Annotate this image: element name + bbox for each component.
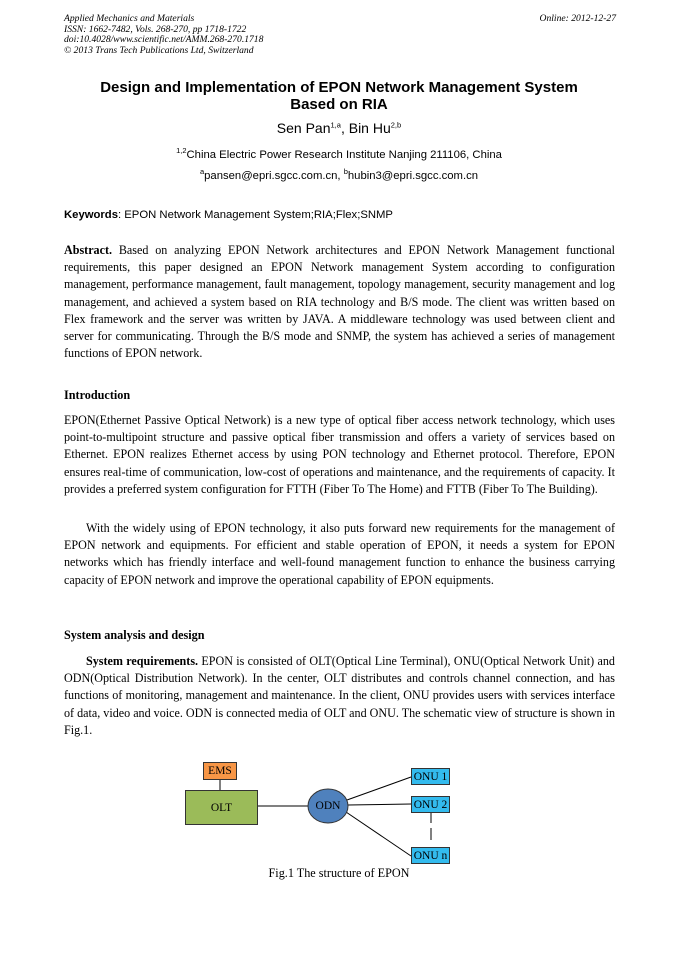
author-2-sup: 2,b (390, 120, 402, 130)
journal-name: Applied Mechanics and Materials (64, 13, 195, 24)
email-a-sup: a (199, 167, 205, 177)
introduction-paragraph-2: With the widely using of EPON technology, it also puts forward new requirements for the management of EPON network and equipments. For efficient and stable operation of EPON, it needs a system for EPON networks which has friendly interface and well-found management function to enhance the business carrying capacity of EPON network and improve the operational capability of EPON equipments. (64, 521, 615, 587)
introduction-heading: Introduction (64, 388, 131, 402)
email-a: pansen@epri.sgcc.com.cn, (204, 170, 344, 182)
odn-onu1-link (347, 777, 411, 800)
doi-line: doi:10.4028/www.scientific.net/AMM.268-270.1718 (64, 34, 264, 46)
onu-1-box: ONU 1 (411, 768, 450, 785)
author-1: Sen Pan (276, 120, 331, 136)
abstract-label: Abstract. (64, 243, 113, 257)
author-2: Bin Hu (348, 120, 391, 136)
introduction-paragraph-1: EPON(Ethernet Passive Optical Network) is a new type of optical fiber access network technology, which uses point-to-multipoint structure and passive optical fiber transmission and offers a variety of services based on Ethernet. EPON realizes Ethernet access by using PON technology and Ethernet protocol. Therefore, EPON ensures real-time of communication, low-cost of operations and maintenance, and the requirements of capacity. It provides a preferred system configuration for FTTH (Fiber To The Home) and FTTB (Fiber To The Building). (64, 413, 615, 496)
onu-n-box: ONU n (411, 847, 450, 864)
system-heading: System analysis and design (64, 628, 205, 642)
online-date: Online: 2012-12-27 (539, 13, 616, 24)
email-b: hubin3@epri.sgcc.com.cn (347, 170, 479, 182)
odn-onun-link (346, 812, 411, 856)
ems-box: EMS (203, 762, 237, 780)
email-b-sup: b (343, 167, 348, 177)
onu-2-box: ONU 2 (411, 796, 450, 813)
figure-caption: Fig.1 The structure of EPON (268, 866, 410, 880)
keywords-text: : EPON Network Management System;RIA;Flex;SNMP (118, 209, 393, 221)
abstract-text: Based on analyzing EPON Network architectures and EPON Network Management functional requirements, this paper designed an EPON Network management System according to configuration management, performance management, fault management, topology management, security management and log management, and achieved a system based on RIA technology and B/S mode. The client was written based on Flex framework and the server was written by JAVA. A middleware technology was used between client and server for communicating. Through the B/S mode and SNMP, the system has achieved a series of management functions of EPON network. (64, 243, 615, 361)
system-requirements-label: System requirements. (86, 654, 199, 668)
affiliation-sup: 1,2 (176, 146, 187, 156)
odn-onu2-link (348, 804, 411, 805)
copyright-line: © 2013 Trans Tech Publications Ltd, Switzerland (64, 44, 254, 56)
system-requirements-text: EPON is consisted of OLT(Optical Line Terminal), ONU(Optical Network Unit) and ODN(Optical Distribution Network). In the center, OLT distributes and controls channel connection, and has functions of monitoring, management and maintenance. In the client, ONU provides users with services interface of data, video and voice. ODN is connected media of OLT and ONU. The schematic view of structure is shown in Fig.1. (64, 654, 615, 737)
author-separator: , (340, 120, 349, 136)
affiliation-text: China Electric Power Research Institute Nanjing 211106, China (186, 149, 502, 161)
odn-label: ODN (315, 800, 341, 812)
title-line-1: Design and Implementation of EPON Network Management System (100, 79, 578, 96)
title-line-2: Based on RIA (290, 96, 388, 113)
olt-box: OLT (185, 790, 258, 825)
issn-line: ISSN: 1662-7482, Vols. 268-270, pp 1718-1722 (64, 23, 247, 35)
keywords-label: Keywords (64, 209, 118, 221)
author-1-sup: 1,a (330, 120, 341, 130)
